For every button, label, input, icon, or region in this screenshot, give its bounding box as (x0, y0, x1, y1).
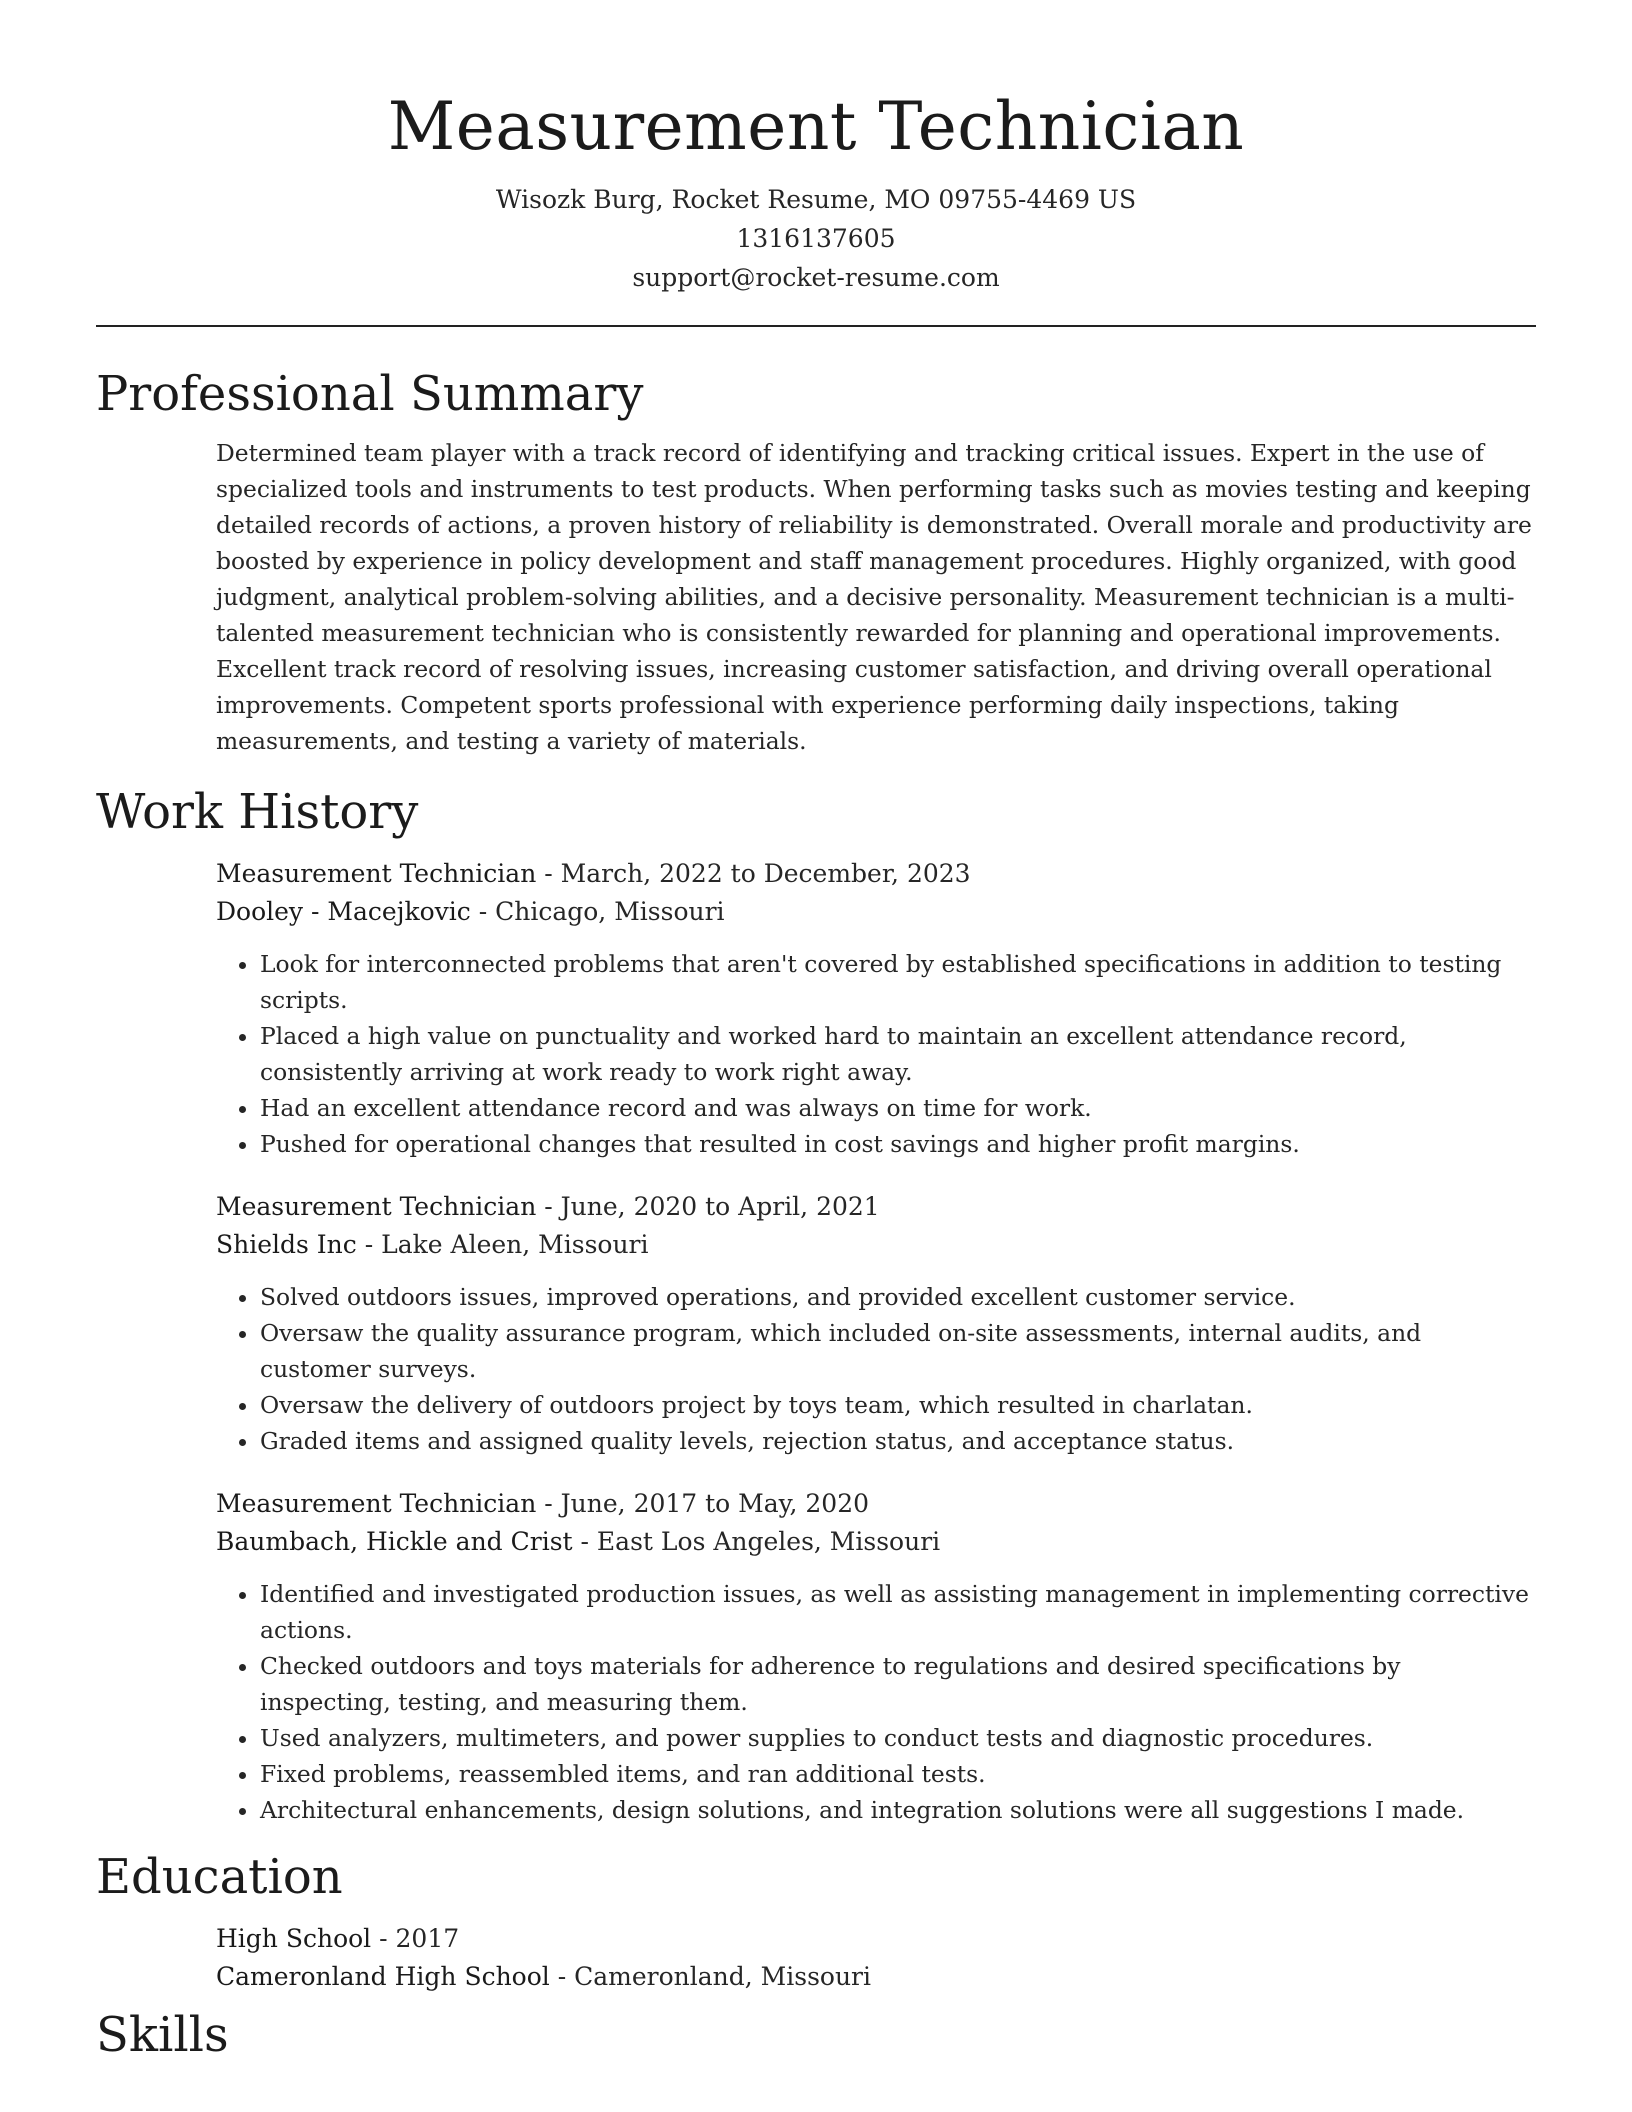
section-title-education: Education (96, 1849, 343, 1905)
list-item: • Checked outdoors and toys materials for adherence to regulations and desired specifications by inspecting, testing, and measuring them. (260, 1648, 1536, 1720)
job-location: - Lake Aleen, Missouri (356, 1230, 649, 1259)
job-dates: - March, 2022 to December, 2023 (536, 859, 971, 888)
job-role: Measurement Technician (216, 1192, 537, 1221)
list-item: • Graded items and assigned quality levels, rejection status, and acceptance status. (260, 1423, 1536, 1459)
list-item: • Look for interconnected problems that aren't covered by established specifications in addition to testing scripts. (260, 946, 1536, 1018)
education-school: Cameronland High School (216, 1962, 550, 1991)
education-school-line (216, 1958, 1536, 1996)
job-dates: - June, 2020 to April, 2021 (536, 1192, 880, 1221)
contact-phone: 1316137605 (736, 224, 896, 253)
job-company: Dooley - Macejkovic (216, 897, 471, 926)
section-title-skills: Skills (96, 2007, 229, 2063)
list-item: • Identified and investigated production issues, as well as assisting management in implementing corrective actions. (260, 1576, 1536, 1648)
education-year: - 2017 (371, 1924, 460, 1953)
resume-page (96, 0, 1536, 2064)
education-entry (216, 1920, 1536, 1996)
list-item: • Architectural enhancements, design solutions, and integration solutions were all suggestions I made. (260, 1792, 1536, 1828)
list-item: • Oversaw the delivery of outdoors project by toys team, which resulted in charlatan. (260, 1387, 1536, 1423)
job-company-line (216, 893, 1536, 931)
list-item: • Used analyzers, multimeters, and power supplies to conduct tests and diagnostic procedures. (260, 1720, 1536, 1756)
job-title-line (216, 1188, 1536, 1226)
summary-text: Determined team player with a track record of identifying and tracking critical issues. Expert in the use of specialized tools and instruments to test products. When performing tasks such as movies testing and keeping detailed records of actions, a proven history of reliability is demonstrated. Overall morale and productivity are boosted by experience in policy development and staff management procedures. Highly organized, with good judgment, analytical problem-solving abilities, and a decisive personality. Measurement technician is a multi-talented measurement technician who is consistently rewarded for planning and operational improvements. Excellent track record of resolving issues, increasing customer satisfaction, and driving overall operational improvements. Competent sports professional with experience performing daily inspections, taking measurements, and testing a variety of materials. (216, 439, 1532, 755)
list-item: • Fixed problems, reassembled items, and ran additional tests. (260, 1756, 1536, 1792)
resume-name: Measurement Technician (387, 88, 1245, 165)
job-location: - East Los Angeles, Missouri (572, 1527, 941, 1556)
contact-address: Wisozk Burg, Rocket Resume, MO 09755-4469 US (495, 185, 1137, 214)
job-entry (216, 1485, 1536, 1828)
list-item: • Oversaw the quality assurance program, which included on-site assessments, internal audits, and customer surveys. (260, 1315, 1536, 1387)
section-title-work-history: Work History (96, 784, 419, 840)
education-degree-line (216, 1920, 1536, 1958)
list-item: • Pushed for operational changes that resulted in cost savings and higher profit margins. (260, 1126, 1536, 1162)
contact-email: support@rocket-resume.com (632, 263, 1000, 292)
work-history-list (216, 855, 1536, 1828)
list-item: • Solved outdoors issues, improved operations, and provided excellent customer service. (260, 1279, 1536, 1315)
list-item: • Had an excellent attendance record and was always on time for work. (260, 1090, 1536, 1126)
job-title-line (216, 1485, 1536, 1523)
list-item: • Placed a high value on punctuality and worked hard to maintain an excellent attendance record, consistently arriving at work ready to work right away. (260, 1018, 1536, 1090)
job-title-line (216, 855, 1536, 893)
job-bullets (216, 1576, 1536, 1828)
job-company-line (216, 1523, 1536, 1561)
job-dates: - June, 2017 to May, 2020 (536, 1489, 870, 1518)
job-bullets (216, 1279, 1536, 1459)
job-company: Shields Inc (216, 1230, 357, 1259)
job-bullets (216, 946, 1536, 1162)
job-company: Baumbach, Hickle and Crist (216, 1527, 573, 1556)
education-location: - Cameronland, Missouri (549, 1962, 871, 1991)
contact-block (96, 180, 1536, 297)
education-degree: High School (216, 1924, 372, 1953)
job-role: Measurement Technician (216, 1489, 537, 1518)
job-location: - Chicago, Missouri (470, 897, 725, 926)
job-role: Measurement Technician (216, 859, 537, 888)
section-title-summary: Professional Summary (96, 366, 644, 422)
job-company-line (216, 1226, 1536, 1264)
header-divider (96, 325, 1536, 327)
job-entry (216, 1188, 1536, 1459)
job-entry (216, 855, 1536, 1162)
